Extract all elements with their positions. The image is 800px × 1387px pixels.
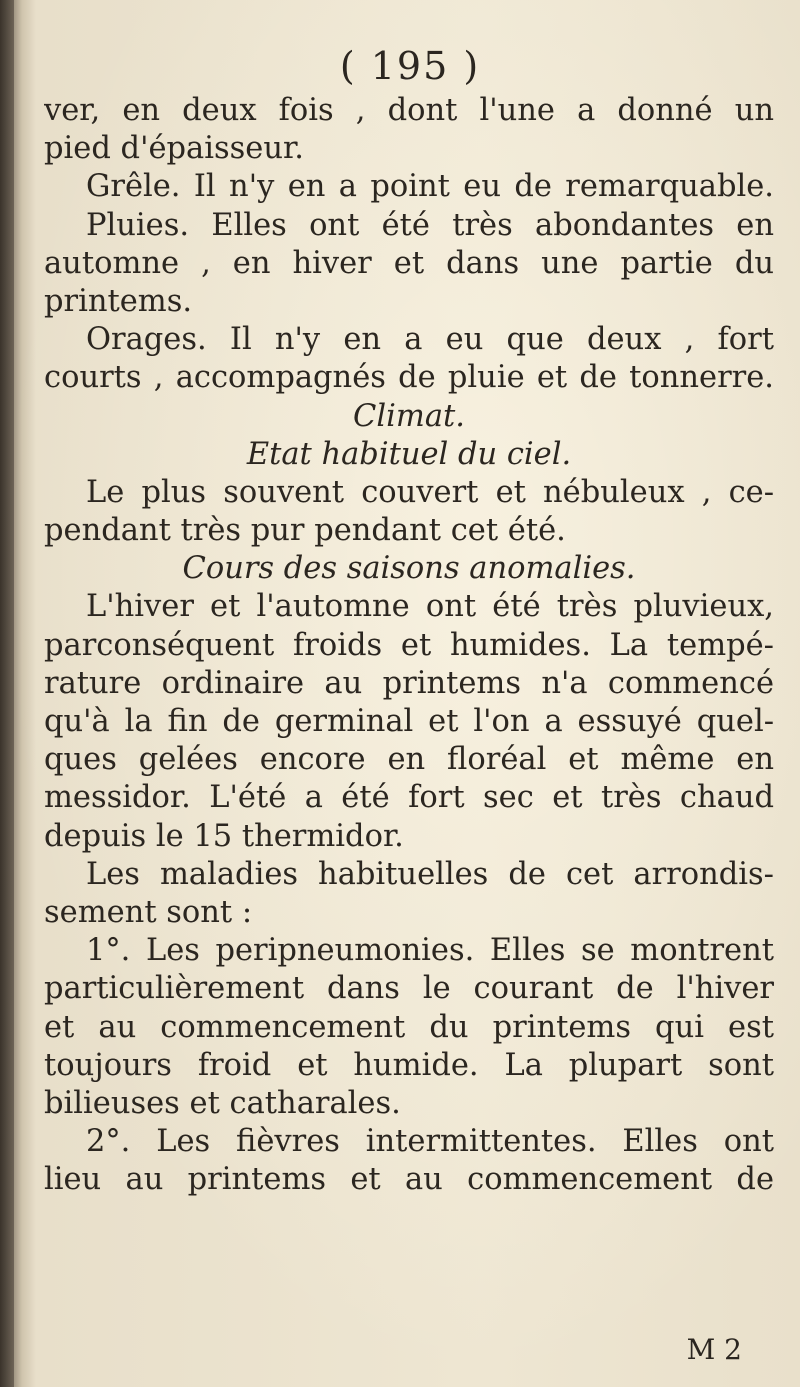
text-line: printems. <box>44 283 193 319</box>
text-line: Orages. Il n'y en a eu que deux , fort <box>86 322 774 358</box>
text-line: 1°. Les peripneumonies. Elles se montrent <box>86 933 774 969</box>
text-line: Les maladies habituelles de cet arrondis- <box>86 856 774 892</box>
text-line: rature ordinaire au printems n'a commencé <box>44 665 774 701</box>
body-text <box>44 92 774 1199</box>
text-line: particulièrement dans le courant de l'hiver <box>44 971 774 1007</box>
text-line: ques gelées encore en floréal et même en <box>44 742 774 778</box>
text-line: lieu au printems et au commencement de <box>44 1162 774 1198</box>
text-line: pendant très pur pendant cet été. <box>44 513 566 549</box>
signature-mark: M 2 <box>686 1333 742 1366</box>
section-heading: Climat. <box>353 398 465 434</box>
text-line: depuis le 15 thermidor. <box>44 818 404 854</box>
text-line: pied d'épaisseur. <box>44 131 304 167</box>
subsection-heading: Etat habituel du ciel. <box>246 436 572 472</box>
text-line: et au commencement du printems qui est <box>44 1009 774 1045</box>
text-line: messidor. L'été a été fort sec et très chaud <box>44 780 774 816</box>
text-line: Grêle. Il n'y en a point eu de remarquable. <box>86 169 774 205</box>
subsection-heading: Cours des saisons anomalies. <box>182 551 636 587</box>
text-line: courts , accompagnés de pluie et de tonnerre. <box>44 360 774 396</box>
text-line: parconséquent froids et humides. La tempé- <box>44 627 774 663</box>
text-line: ver, en deux fois , dont l'une a donné un <box>44 93 774 128</box>
text-line: sement sont : <box>44 894 253 930</box>
text-line: L'hiver et l'automne ont été très pluvieux, <box>86 589 774 625</box>
text-line: bilieuses et catharales. <box>44 1085 401 1121</box>
page-number: ( 195 ) <box>339 44 481 88</box>
text-line: qu'à la fin de germinal et l'on a essuyé quel- <box>44 704 774 739</box>
text-line: automne , en hiver et dans une partie du <box>44 245 774 281</box>
text-line: 2°. Les fièvres intermittentes. Elles ont <box>86 1124 774 1160</box>
text-line: toujours froid et humide. La plupart sont <box>44 1047 774 1083</box>
text-line: Le plus souvent couvert et nébuleux , ce- <box>86 474 774 510</box>
page-binding-edge <box>0 0 14 1387</box>
text-line: Pluies. Elles ont été très abondantes en <box>86 207 774 243</box>
